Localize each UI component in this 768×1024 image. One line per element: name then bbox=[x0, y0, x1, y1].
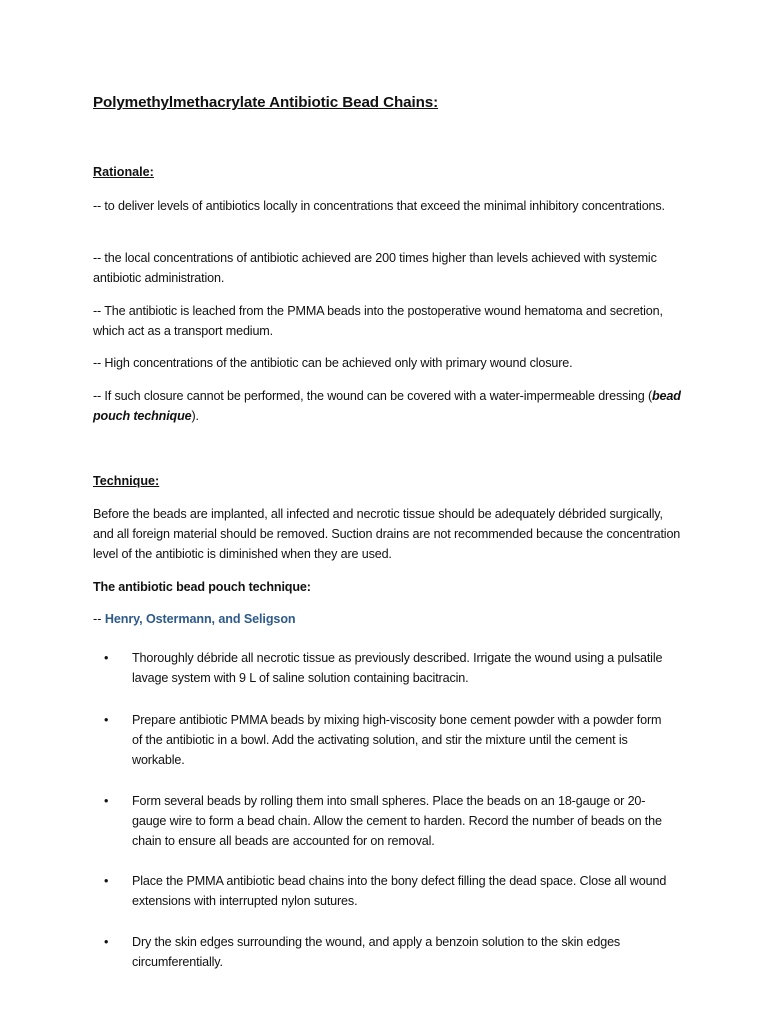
bead-pouch-emphasis: bead pouch technique bbox=[93, 389, 681, 423]
author-names: Henry, Ostermann, and Seligson bbox=[104, 612, 296, 626]
rationale-heading: Rationale: bbox=[93, 165, 154, 179]
technique-step-text: Thoroughly débride all necrotic tissue as previously described. Irrigate the wound using a pulsatile lavage system with 9 L of saline solution containing bacitracin. bbox=[132, 651, 663, 685]
rationale-point-3: -- The antibiotic is leached from the PMMA beads into the postoperative wound hematoma and secretion, which act as a transport medium. bbox=[93, 304, 663, 338]
bullet-icon: • bbox=[104, 651, 109, 665]
technique-step-text: Form several beads by rolling them into small spheres. Place the beads on an 18-gauge or 20-gauge wire to form a bead chain. Allow the cement to harden. Record the number of beads on the chain to ensure all beads are accounted for on removal. bbox=[132, 794, 662, 848]
bullet-icon: • bbox=[104, 713, 109, 727]
document-title: Polymethylmethacrylate Antibiotic Bead Chains: bbox=[93, 94, 439, 111]
rationale-point-5 bbox=[93, 386, 683, 426]
technique-step-text: Place the PMMA antibiotic bead chains into the bony defect filling the dead space. Close all wound extensions with interrupted nylon sutures. bbox=[132, 874, 667, 908]
technique-subheading: The antibiotic bead pouch technique: bbox=[93, 580, 311, 594]
technique-step-text: Dry the skin edges surrounding the wound, and apply a benzoin solution to the skin edges circumferentially. bbox=[132, 935, 621, 969]
bullet-icon: • bbox=[104, 935, 109, 949]
rationale-point-5-suffix: ). bbox=[191, 409, 199, 423]
rationale-point-1: -- to deliver levels of antibiotics locally in concentrations that exceed the minimal inhibitory concentrations. bbox=[93, 199, 665, 213]
bullet-icon: • bbox=[104, 874, 109, 888]
author-prefix: -- bbox=[93, 612, 105, 626]
bullet-icon: • bbox=[104, 794, 109, 808]
author-credit bbox=[93, 612, 296, 626]
technique-step-text: Prepare antibiotic PMMA beads by mixing high-viscosity bone cement powder with a powder form of the antibiotic in a bowl. Add the activating solution, and stir the mixture until the cement is workable. bbox=[132, 713, 662, 767]
rationale-point-4: -- High concentrations of the antibiotic can be achieved only with primary wound closure. bbox=[93, 356, 573, 370]
technique-intro: Before the beads are implanted, all infected and necrotic tissue should be adequately débrided surgically, and all foreign material should be removed. Suction drains are not recommended because the concentration level of the antibiotic is diminished when they are used. bbox=[93, 507, 681, 561]
rationale-point-5-prefix: -- If such closure cannot be performed, the wound can be covered with a water-impermeable dressing ( bbox=[93, 389, 653, 403]
rationale-point-2: -- the local concentrations of antibiotic achieved are 200 times higher than levels achieved with systemic antibiotic administration. bbox=[93, 251, 657, 285]
technique-heading: Technique: bbox=[93, 474, 160, 488]
